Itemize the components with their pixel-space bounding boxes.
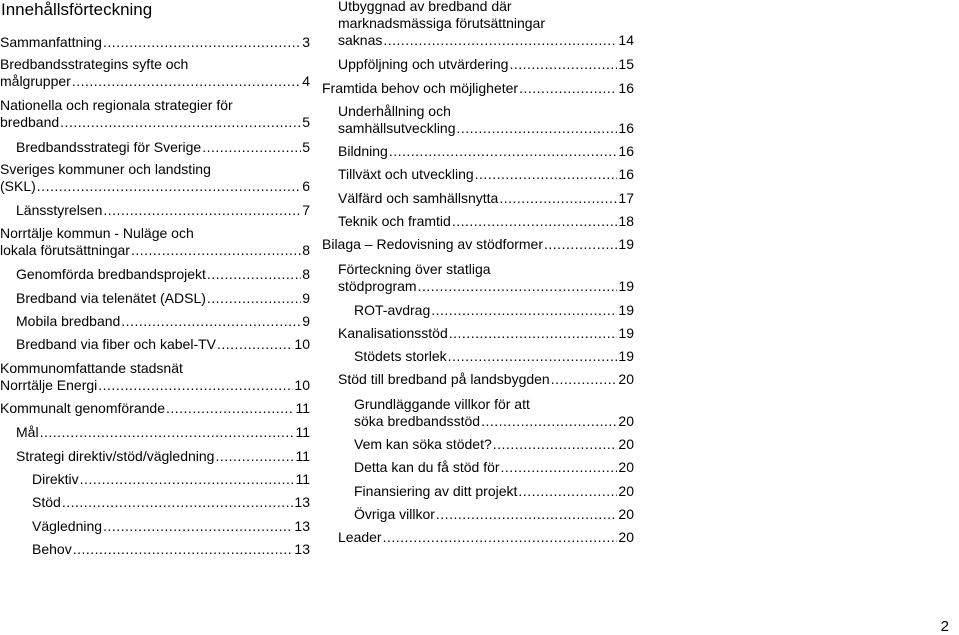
toc-entry-title: Leader <box>338 529 382 545</box>
toc-entry-title: Kanalisationsstöd <box>338 325 448 341</box>
toc-entry-utbyggnad-av-bredband-dar-marknadsmassiga-forutsattningar-saknas[interactable] <box>338 0 634 49</box>
toc-entry-line <box>338 529 634 546</box>
toc-entry-bredbandsstrategi-for-sverige[interactable] <box>16 139 310 156</box>
toc-entry-line <box>0 161 310 178</box>
toc-entry-line <box>322 80 634 97</box>
toc-entry-underhallning-och-samhallsutveckling[interactable] <box>338 103 634 137</box>
toc-page-number: 3 <box>302 34 310 50</box>
toc-entry-line <box>16 448 310 465</box>
toc-entry-title: Grundläggande villkor för att <box>354 396 530 412</box>
toc-entry-title: Norrtälje Energi <box>0 377 98 393</box>
toc-dot-leader <box>217 336 293 353</box>
toc-dot-leader <box>436 506 618 523</box>
toc-dot-leader <box>389 143 618 160</box>
toc-page-number: 14 <box>618 32 634 48</box>
toc-dot-leader <box>202 139 301 156</box>
toc-entry-title: Finansiering av ditt projekt <box>354 483 518 499</box>
toc-entry-valfard-och-samhallsnytta[interactable] <box>338 190 634 207</box>
toc-entry-framtida-behov-och-mojligheter[interactable] <box>322 80 634 97</box>
toc-entry-bilaga-redovisning-av-stodformer[interactable] <box>322 236 634 253</box>
page-number: 2 <box>940 618 949 635</box>
toc-page-number: 9 <box>302 313 310 329</box>
toc-dot-leader <box>98 377 293 394</box>
toc-dot-leader <box>452 213 618 230</box>
toc-dot-leader <box>481 413 617 430</box>
toc-page-number: 8 <box>302 266 310 282</box>
toc-entry-stod[interactable] <box>32 494 310 511</box>
toc-page-number: 16 <box>618 120 634 136</box>
toc-entry-line <box>16 266 310 283</box>
toc-entry-vagledning[interactable] <box>32 518 310 535</box>
toc-page-number: 20 <box>618 413 634 429</box>
toc-page-number: 19 <box>618 325 634 341</box>
toc-entry-title: Mål <box>16 424 39 440</box>
toc-entry-lansstyrelsen[interactable] <box>16 202 310 219</box>
toc-page-number: 20 <box>618 483 634 499</box>
toc-entry-title: Tillväxt och utveckling <box>338 166 474 182</box>
toc-entry-line <box>0 73 310 90</box>
toc-entry-line <box>354 436 634 453</box>
toc-entry-title: Nationella och regionala strategier för <box>0 97 233 113</box>
toc-page-number: 11 <box>295 424 310 440</box>
toc-entry-line <box>32 518 310 535</box>
toc-dot-leader <box>518 483 617 500</box>
toc-entry-line <box>0 56 310 73</box>
toc-entry-line <box>16 202 310 219</box>
toc-entry-line <box>0 242 310 259</box>
toc-entry-kommunalt-genomforande[interactable] <box>0 400 310 417</box>
toc-entry-title: Bilaga – Redovisning av stödformer <box>322 236 544 252</box>
toc-entry-title: Vägledning <box>32 518 103 534</box>
toc-entry-norrtalje-kommun-nulage-och-lokala-forutsattningar[interactable] <box>0 225 310 259</box>
toc-entry-title: Bredband via telenätet (ADSL) <box>16 290 206 306</box>
toc-page-number: 6 <box>302 178 310 194</box>
toc-entry-line <box>0 400 310 417</box>
toc-entry-line <box>338 32 634 49</box>
toc-entry-title: lokala förutsättningar <box>0 242 130 258</box>
toc-dot-leader <box>431 302 617 319</box>
toc-entry-title: Direktiv <box>32 471 79 487</box>
toc-entry-line <box>338 371 634 388</box>
toc-entry-behov[interactable] <box>32 541 310 558</box>
toc-dot-leader <box>40 424 295 441</box>
toc-dot-leader <box>475 166 618 183</box>
toc-entry-title: Övriga villkor <box>354 506 435 522</box>
toc-entry-line <box>32 541 310 558</box>
toc-entry-title: Bredbandsstrategins syfte och <box>0 56 189 72</box>
toc-entry-line <box>354 302 634 319</box>
toc-dot-leader <box>501 459 618 476</box>
toc-entry-title: Norrtälje kommun - Nuläge och <box>0 225 194 241</box>
toc-entry-line <box>354 459 634 476</box>
toc-entry-title: Underhållning och <box>338 103 451 119</box>
toc-entry-title: Bredbandsstrategi för Sverige <box>16 139 202 155</box>
toc-entry-leader[interactable] <box>338 529 634 546</box>
toc-dot-leader <box>166 400 294 417</box>
toc-dot-leader <box>457 120 618 137</box>
toc-entry-line <box>32 471 310 488</box>
toc-entry-bredbandsstrategins-syfte-och-malgrupper[interactable] <box>0 56 310 90</box>
toc-entry-line <box>338 261 634 278</box>
toc-entry-line <box>338 213 634 230</box>
toc-dot-leader <box>73 541 294 558</box>
toc-page-number: 18 <box>618 213 634 229</box>
toc-entry-stod-till-bredband-pa-landsbygden[interactable] <box>338 371 634 388</box>
toc-entry-line <box>338 0 634 15</box>
toc-dot-leader <box>207 266 301 283</box>
toc-entry-genomforda-bredbandsprojekt[interactable] <box>16 266 310 283</box>
toc-page-number: 13 <box>294 494 310 510</box>
toc-entry-bredband-via-fiber-och-kabel-tv[interactable] <box>16 336 310 353</box>
toc-page-number: 13 <box>294 518 310 534</box>
toc-entry-title: Förteckning över statliga <box>338 261 491 277</box>
toc-entry-sveriges-kommuner-och-landsting-skl[interactable] <box>0 161 310 195</box>
toc-page-number: 19 <box>618 278 634 294</box>
toc-entry-title: Sveriges kommuner och landsting <box>0 161 211 177</box>
toc-entry-teknik-och-framtid[interactable] <box>338 213 634 230</box>
toc-entry-title: Mobila bredband <box>16 313 121 329</box>
toc-entry-line <box>338 190 634 207</box>
toc-entry-title: Bredband via fiber och kabel-TV <box>16 336 216 352</box>
toc-entry-line <box>0 377 310 394</box>
toc-entry-sammanfattning[interactable] <box>0 34 310 51</box>
toc-entry-nationella-och-regionala-strategier-for-bredband[interactable] <box>0 97 310 131</box>
toc-dot-leader <box>449 325 618 342</box>
toc-entry-rot-avdrag[interactable] <box>354 302 634 319</box>
toc-entry-kommunomfattande-stadsnat-norrtalje-energi[interactable] <box>0 360 310 394</box>
toc-page-number: 10 <box>294 377 310 393</box>
toc-entry-line <box>338 166 634 183</box>
toc-entry-title: Vem kan söka stödet? <box>354 436 492 452</box>
toc-entry-stodets-storlek[interactable] <box>354 348 634 365</box>
toc-entry-kanalisationsstod[interactable] <box>338 325 634 342</box>
toc-dot-leader <box>499 190 617 207</box>
toc-dot-leader <box>131 242 301 259</box>
toc-page-number: 4 <box>302 73 310 89</box>
toc-page-number: 11 <box>295 400 310 416</box>
toc-page-number: 20 <box>618 529 634 545</box>
page-heading: Innehållsförteckning <box>1 0 153 19</box>
toc-entry-title: ROT-avdrag <box>354 302 431 318</box>
toc-dot-leader <box>103 202 301 219</box>
toc-entry-finansiering-av-ditt-projekt[interactable] <box>354 483 634 500</box>
toc-entry-line <box>338 103 634 120</box>
toc-entry-line <box>354 348 634 365</box>
toc-entry-line <box>0 34 310 51</box>
toc-entry-line <box>338 56 634 73</box>
toc-entry-line <box>338 143 634 160</box>
toc-dot-leader <box>207 290 301 307</box>
toc-entry-title: saknas <box>338 32 383 48</box>
toc-entry-title: marknadsmässiga förutsättningar <box>338 15 545 31</box>
toc-dot-leader <box>551 371 618 388</box>
toc-entry-title: Välfärd och samhällsnytta <box>338 190 499 206</box>
toc-entry-uppfoljning-och-utvardering[interactable] <box>338 56 634 73</box>
toc-page-number: 16 <box>618 80 634 96</box>
toc-entry-line <box>0 178 310 195</box>
toc-dot-leader <box>418 278 618 295</box>
toc-entry-line <box>16 139 310 156</box>
toc-entry-forteckning-over-statliga-stodprogram[interactable] <box>338 261 634 295</box>
toc-page-number: 16 <box>618 143 634 159</box>
toc-entry-line <box>354 413 634 430</box>
toc-dot-leader <box>544 236 617 253</box>
toc-dot-leader <box>121 313 301 330</box>
toc-entry-title: Utbyggnad av bredband där <box>338 0 512 14</box>
toc-entry-title: Stödets storlek <box>354 348 447 364</box>
toc-page-number: 15 <box>618 56 634 72</box>
toc-entry-mal[interactable] <box>16 424 310 441</box>
toc-dot-leader <box>383 529 618 546</box>
toc-entry-detta-kan-du-fa-stod-for[interactable] <box>354 459 634 476</box>
toc-page-number: 19 <box>618 302 634 318</box>
toc-dot-leader <box>72 73 301 90</box>
toc-entry-vem-kan-soka-stodet[interactable] <box>354 436 634 453</box>
toc-entry-bredband-via-telenatet-adsl[interactable] <box>16 290 310 307</box>
toc-entry-line <box>0 97 310 114</box>
toc-page-number: 8 <box>302 242 310 258</box>
toc-page-number: 20 <box>618 459 634 475</box>
toc-entry-title: Uppföljning och utvärdering <box>338 56 509 72</box>
toc-dot-leader <box>493 436 618 453</box>
toc-entry-title: Strategi direktiv/stöd/vägledning <box>16 448 215 464</box>
toc-entry-title: bredband <box>0 114 60 130</box>
toc-dot-leader <box>80 471 295 488</box>
toc-entry-grundlaggande-villkor-for-att-soka-bredbandsstod[interactable] <box>354 396 634 430</box>
toc-entry-title: Länsstyrelsen <box>16 202 103 218</box>
toc-entry-title: Detta kan du få stöd för <box>354 459 500 475</box>
toc-entry-title: samhällsutveckling <box>338 120 456 136</box>
toc-entry-title: Behov <box>32 541 72 557</box>
toc-entry-direktiv[interactable] <box>32 471 310 488</box>
toc-page-number: 11 <box>295 448 310 464</box>
toc-entry-line <box>354 483 634 500</box>
toc-page-number: 7 <box>302 202 310 218</box>
toc-dot-leader <box>103 518 293 535</box>
toc-dot-leader <box>448 348 618 365</box>
toc-entry-line <box>32 494 310 511</box>
toc-entry-line <box>16 424 310 441</box>
toc-dot-leader <box>103 34 301 51</box>
toc-page-number: 19 <box>618 236 634 252</box>
toc-entry-title: Kommunalt genomförande <box>0 400 165 416</box>
toc-entry-mobila-bredband[interactable] <box>16 313 310 330</box>
toc-dot-leader <box>383 32 617 49</box>
toc-dot-leader <box>215 448 294 465</box>
toc-entry-line <box>354 396 634 413</box>
toc-entry-line <box>322 236 634 253</box>
toc-entry-line <box>0 225 310 242</box>
toc-entry-line <box>338 15 634 32</box>
toc-page-number: 16 <box>618 166 634 182</box>
toc-page-number: 17 <box>618 190 634 206</box>
toc-entry-title: målgrupper <box>0 73 71 89</box>
toc-entry-line <box>0 114 310 131</box>
toc-entry-line <box>16 336 310 353</box>
toc-dot-leader <box>519 80 617 97</box>
toc-entry-title: (SKL) <box>0 178 36 194</box>
toc-entry-strategi-direktiv-stod-vagledning[interactable] <box>16 448 310 465</box>
toc-entry-line <box>16 290 310 307</box>
toc-entry-bildning[interactable] <box>338 143 634 160</box>
toc-page-number: 11 <box>295 471 310 487</box>
toc-page-number: 9 <box>302 290 310 306</box>
toc-entry-ovriga-villkor[interactable] <box>354 506 634 523</box>
toc-entry-line <box>338 325 634 342</box>
toc-entry-line <box>354 506 634 523</box>
toc-dot-leader <box>62 494 294 511</box>
toc-page-number: 10 <box>294 336 310 352</box>
toc-entry-title: stödprogram <box>338 278 417 294</box>
toc-entry-title: Bildning <box>338 143 388 159</box>
toc-entry-title: söka bredbandsstöd <box>354 413 481 429</box>
toc-page-number: 20 <box>618 436 634 452</box>
toc-entry-title: Kommunomfattande stadsnät <box>0 360 183 376</box>
toc-dot-leader <box>60 114 301 131</box>
toc-entry-tillvaxt-och-utveckling[interactable] <box>338 166 634 183</box>
toc-entry-title: Genomförda bredbandsprojekt <box>16 266 206 282</box>
toc-page-number: 19 <box>618 348 634 364</box>
toc-entry-title: Stöd <box>32 494 61 510</box>
toc-entry-title: Sammanfattning <box>0 34 102 50</box>
toc-page-number: 20 <box>618 506 634 522</box>
toc-entry-line <box>16 313 310 330</box>
toc-entry-line <box>338 120 634 137</box>
toc-page-number: 13 <box>294 541 310 557</box>
toc-page-number: 5 <box>302 139 310 155</box>
toc-entry-title: Stöd till bredband på landsbygden <box>338 371 550 387</box>
toc-dot-leader <box>37 178 301 195</box>
toc-entry-line <box>0 360 310 377</box>
toc-entry-line <box>338 278 634 295</box>
toc-page-number: 5 <box>302 114 310 130</box>
toc-entry-title: Teknik och framtid <box>338 213 451 229</box>
toc-page-number: 20 <box>618 371 634 387</box>
toc-dot-leader <box>509 56 617 73</box>
toc-entry-title: Framtida behov och möjligheter <box>322 80 519 96</box>
